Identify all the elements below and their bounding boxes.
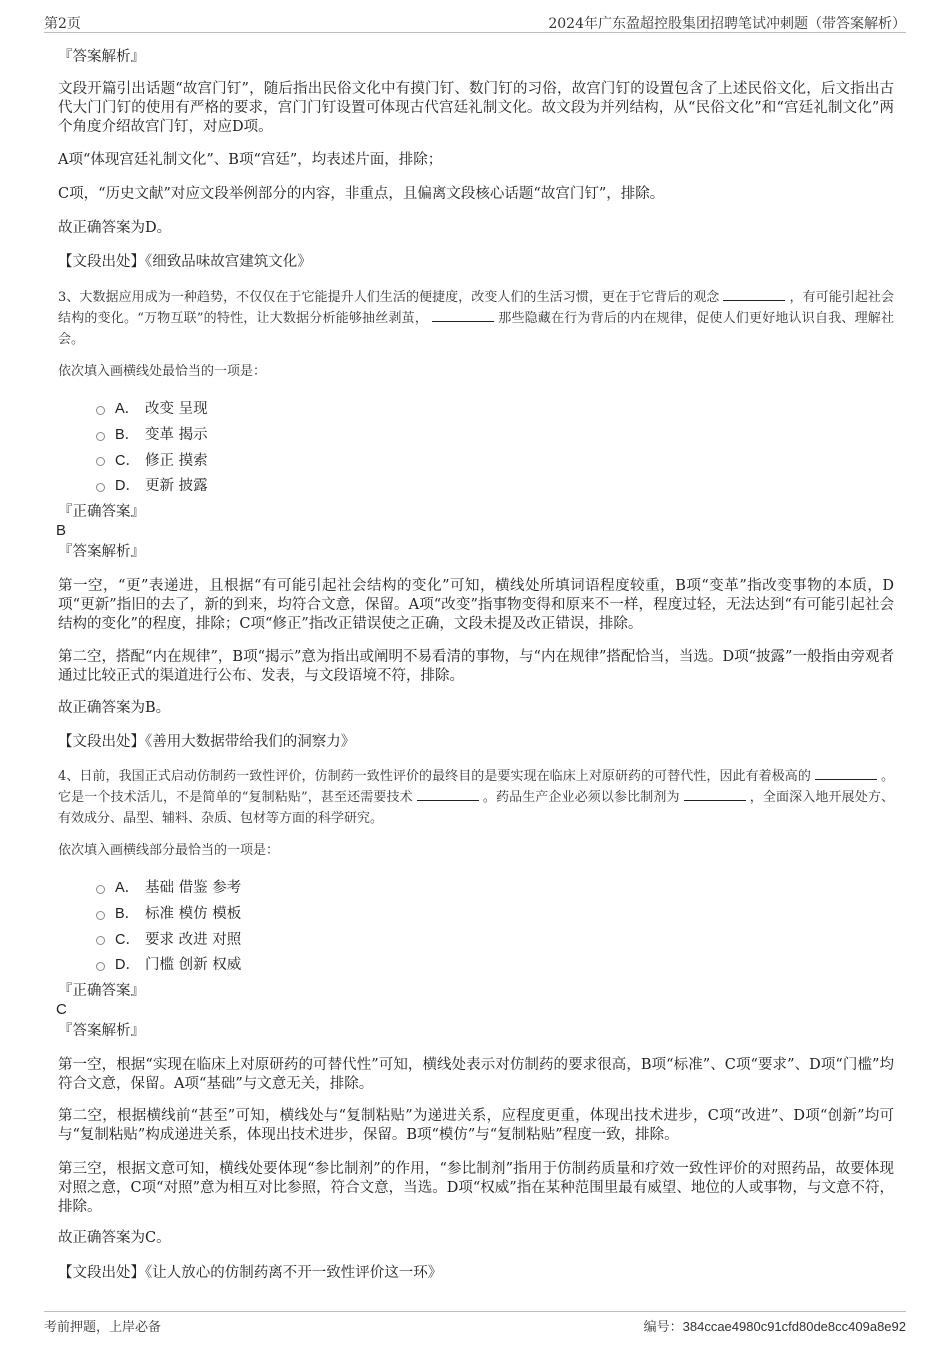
q2-analysis-p2: A项“体现宫廷礼制文化”、B项“宫廷”，均表述片面，排除； bbox=[58, 152, 443, 168]
q2-analysis-p1: 文段开篇引出话题“故宫门钉”，随后指出民俗文化中有摸门钉、数门钉的习俗，故宫门钉的设置包含了上述民俗文化，后文指出古代大门门钉的使用有严格的要求，宫门门钉设置可体现古代宫廷礼制文化。故文段为并列结构，从“民俗文化”和“宫廷礼制文化”两个角度介绍故宫门钉，对应D项。 bbox=[58, 81, 894, 135]
q3-source: 【文段出处】《善用大数据带给我们的洞察力》 bbox=[58, 734, 356, 750]
q3-option-a[interactable]: A． 改变 呈现 bbox=[96, 395, 208, 421]
radio-icon[interactable] bbox=[96, 457, 105, 466]
document-id: 编号：384ccae4980c91cfd80de8cc409a8e92 bbox=[643, 1319, 906, 1335]
q3-analysis-p2: 第二空，搭配“内在规律”，B项“揭示”意为指出或阐明不易看清的事物，与“内在规律”搭配恰当，当选。D项“披露”一般指由旁观者通过比较正式的渠道进行公布、发表，与文段语境不符，排除。 bbox=[58, 649, 894, 684]
q3-analysis-p3: 故正确答案为B。 bbox=[58, 700, 171, 716]
document-title: 2024年广东盈超控股集团招聘笔试冲刺题（带答案解析） bbox=[548, 16, 906, 32]
q4-option-d[interactable]: D． 门槛 创新 权威 bbox=[96, 951, 241, 977]
page-number: 第2页 bbox=[44, 16, 81, 32]
q3-analysis-label: 『答案解析』 bbox=[58, 544, 145, 560]
fill-blank bbox=[815, 766, 877, 780]
q4-option-b[interactable]: B． 标准 模仿 模板 bbox=[96, 900, 241, 926]
q2-analysis-p4: 故正确答案为D。 bbox=[58, 220, 172, 236]
q4-option-c[interactable]: C． 要求 改进 对照 bbox=[96, 925, 241, 951]
q3-correct-label: 『正确答案』 bbox=[58, 504, 145, 520]
q4-analysis-p2: 第二空，根据横线前“甚至”可知，横线处与“复制粘贴”为递进关系，应程度更重，体现出技术进步，C项“改进”、D项“创新”均可与“复制粘贴”构成递进关系，体现出技术进步，保留。B项“模仿”与“复制粘贴”程度一致，排除。 bbox=[58, 1108, 894, 1143]
q4-source: 【文段出处】《让人放心的仿制药离不开一致性评价这一环》 bbox=[58, 1265, 443, 1281]
q4-analysis-p3: 第三空，根据文意可知，横线处要体现“参比制剂”的作用，“参比制剂”指用于仿制药质量和疗效一致性评价的对照药品，故要体现对照之意，C项“对照”意为相互对比参照，符合文意，当选。D项“权威”指在某种范围里最有威望、地位的人或事物，与文意不符，排除。 bbox=[58, 1161, 894, 1215]
q3-correct-answer: B bbox=[56, 522, 67, 539]
q3-option-c[interactable]: C． 修正 摸索 bbox=[96, 446, 208, 472]
page-footer bbox=[44, 1311, 906, 1334]
q4-correct-answer: C bbox=[56, 1001, 67, 1018]
q3-option-d[interactable]: D． 更新 披露 bbox=[96, 472, 208, 498]
q3-analysis-p1: 第一空，“更”表递进，且根据“有可能引起社会结构的变化”可知，横线处所填词语程度较重，B项“变革”指改变事物的本质，D项“更新”指旧的去了，新的到来，均符合文意，保留。A项“改变”指事物变得和原来不一样，程度过轻，无法达到“有可能引起社会结构的变化”的程度，排除；C项“修正”指改正错误使之正确，文段未提及改正错误，排除。 bbox=[58, 578, 894, 632]
q4-stem: 4、日前，我国正式启动仿制药一致性评价，仿制药一致性评价的最终目的是要实现在临床上对原研药的可替代性，因此有着极高的 。它是一个技术活儿，不是简单的“复制粘贴”，甚至还需要技术 。药品生产企业必须以参比制剂为 ，全面深入地开展处方、有效成分、晶型、辅料、杂质、包材等方面的科学研究。 bbox=[58, 766, 894, 829]
radio-icon[interactable] bbox=[96, 885, 105, 894]
q4-analysis-label: 『答案解析』 bbox=[58, 1023, 145, 1039]
radio-icon[interactable] bbox=[96, 406, 105, 415]
q4-analysis-p1: 第一空，根据“实现在临床上对原研药的可替代性”可知，横线处表示对仿制药的要求很高，B项“标准”、C项“要求”、D项“门槛”均符合文意，保留。A项“基础”与文意无关，排除。 bbox=[58, 1057, 894, 1092]
fill-blank bbox=[417, 787, 479, 801]
q2-analysis-label: 『答案解析』 bbox=[58, 49, 145, 65]
q3-instruction: 依次填入画横线处最恰当的一项是： bbox=[58, 364, 267, 379]
q4-analysis-p4: 故正确答案为C。 bbox=[58, 1230, 171, 1246]
q4-options bbox=[96, 874, 241, 977]
q4-correct-label: 『正确答案』 bbox=[58, 983, 145, 999]
q3-option-b[interactable]: B． 变革 揭示 bbox=[96, 421, 208, 447]
footer-slogan: 考前押题，上岸必备 bbox=[44, 1320, 162, 1335]
q2-analysis-p3: C项，“历史文献”对应文段举例部分的内容，非重点，且偏离文段核心话题“故宫门钉”，排除。 bbox=[58, 186, 665, 202]
radio-icon[interactable] bbox=[96, 936, 105, 945]
fill-blank bbox=[432, 308, 494, 322]
radio-icon[interactable] bbox=[96, 432, 105, 441]
q3-stem: 3、大数据应用成为一种趋势，不仅仅在于它能提升人们生活的便捷度，改变人们的生活习惯，更在于它背后的观念 ，有可能引起社会结构的变化。“万物互联”的特性，让大数据分析能够抽丝剥茧， 那些隐藏在行为背后的内在规律，促使人们更好地认识自我、理解社会。 bbox=[58, 287, 894, 350]
radio-icon[interactable] bbox=[96, 962, 105, 971]
q2-source: 【文段出处】《细致品味故宫建筑文化》 bbox=[58, 254, 312, 270]
fill-blank bbox=[723, 287, 785, 301]
fill-blank bbox=[684, 787, 746, 801]
q4-instruction: 依次填入画横线部分最恰当的一项是： bbox=[58, 843, 280, 858]
q4-option-a[interactable]: A． 基础 借鉴 参考 bbox=[96, 874, 241, 900]
q3-options bbox=[96, 395, 208, 498]
radio-icon[interactable] bbox=[96, 911, 105, 920]
page-header bbox=[44, 10, 906, 33]
radio-icon[interactable] bbox=[96, 483, 105, 492]
